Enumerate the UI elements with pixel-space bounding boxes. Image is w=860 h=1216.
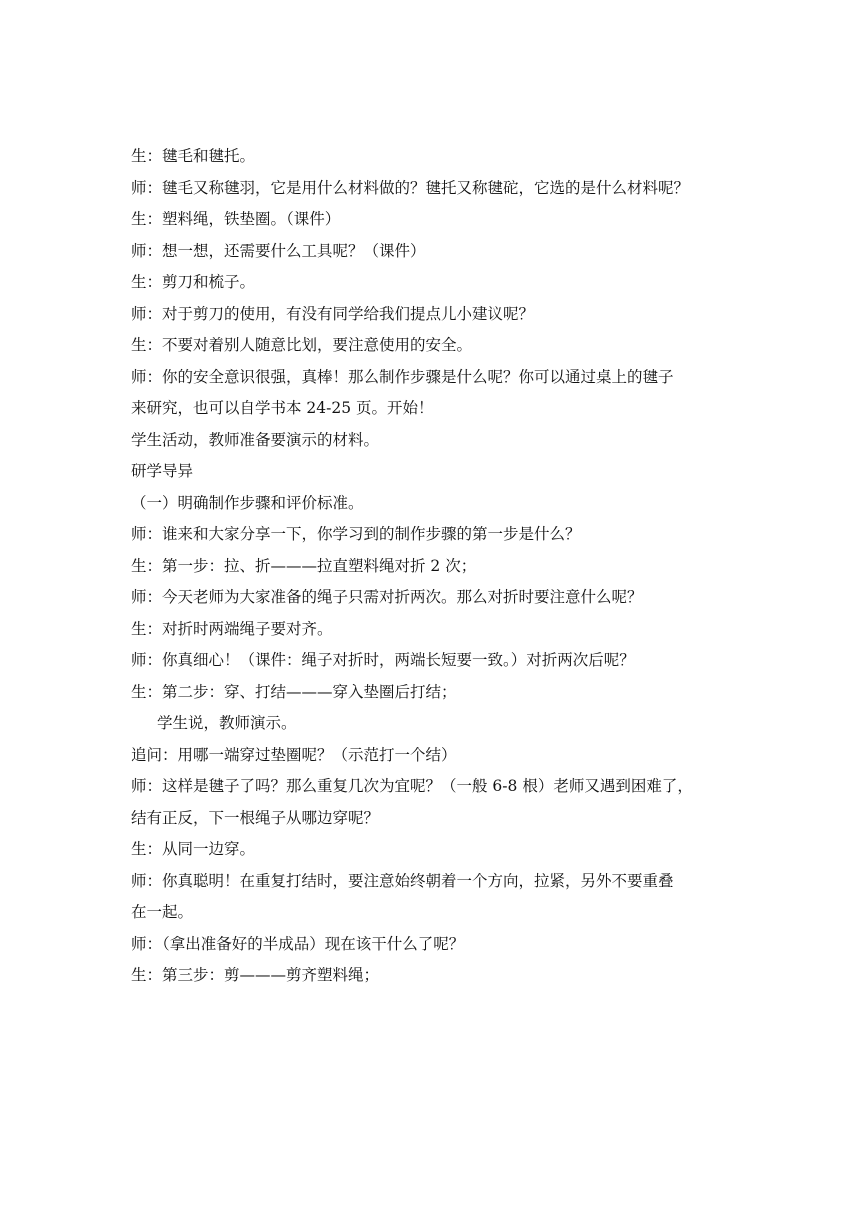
text-line: 生：第二步：穿、打结———穿入垫圈后打结； [131,682,457,701]
text-line: 师：想一想，还需要什么工具呢？（课件） [131,241,426,260]
text-line: 结有正反，下一根绳子从哪边穿呢？ [131,808,380,827]
text-line: 生：不要对着别人随意比划，要注意使用的安全。 [131,336,473,354]
text-line: 师：毽毛又称毽羽，它是用什么材料做的？毽托又称毽砣，它选的是什么材料呢？ [131,178,690,197]
text-line: 生：从同一边穿。 [131,840,256,858]
text-line: 师：（拿出准备好的半成品）现在该干什么了呢？ [131,934,465,953]
document-body [131,141,731,992]
text-line: 师：对于剪刀的使用，有没有同学给我们提点儿小建议呢？ [131,304,535,323]
text-line: 生：第一步：拉、折———拉直塑料绳对折 2 次； [131,556,477,575]
text-line: 生：剪刀和梳子。 [131,273,256,291]
text-line: 师：今天老师为大家准备的绳子只需对折两次。那么对折时要注意什么呢？ [131,588,643,606]
text-line: 师：谁来和大家分享一下，你学习到的制作步骤的第一步是什么？ [131,525,581,543]
subsection-heading: （一）明确制作步骤和评价标准。 [131,493,364,512]
text-line: 生：对折时两端绳子要对齐。 [131,619,333,638]
text-line: 生：毽毛和毽托。 [131,147,256,165]
text-line: 师：你的安全意识很强，真棒！那么制作步骤是什么呢？你可以通过桌上的毽子 [131,367,674,386]
text-line-indented: 学生说，教师演示。 [157,714,297,732]
text-line: 生：第三步：剪———剪齐塑料绳； [131,966,380,984]
text-line: 生：塑料绳，铁垫圈。（课件） [131,210,341,228]
text-line: 学生活动，教师准备要演示的材料。 [131,430,380,449]
text-line: 在一起。 [131,903,194,921]
text-line: 追问：用哪一端穿过垫圈呢？（示范打一个结） [131,745,457,764]
text-line: 师：这样是毽子了吗？那么重复几次为宜呢？（一般 6-8 根）老师又遇到困难了， [131,777,693,795]
text-line: 师：你真细心！（课件：绳子对折时，两端长短要一致。）对折两次后呢？ [131,651,635,669]
text-line: 师：你真聪明！在重复打结时，要注意始终朝着一个方向，拉紧，另外不要重叠 [131,871,674,890]
text-line: 来研究，也可以自学书本 24-25 页。开始！ [131,399,434,417]
section-heading: 研学导异 [131,462,194,480]
